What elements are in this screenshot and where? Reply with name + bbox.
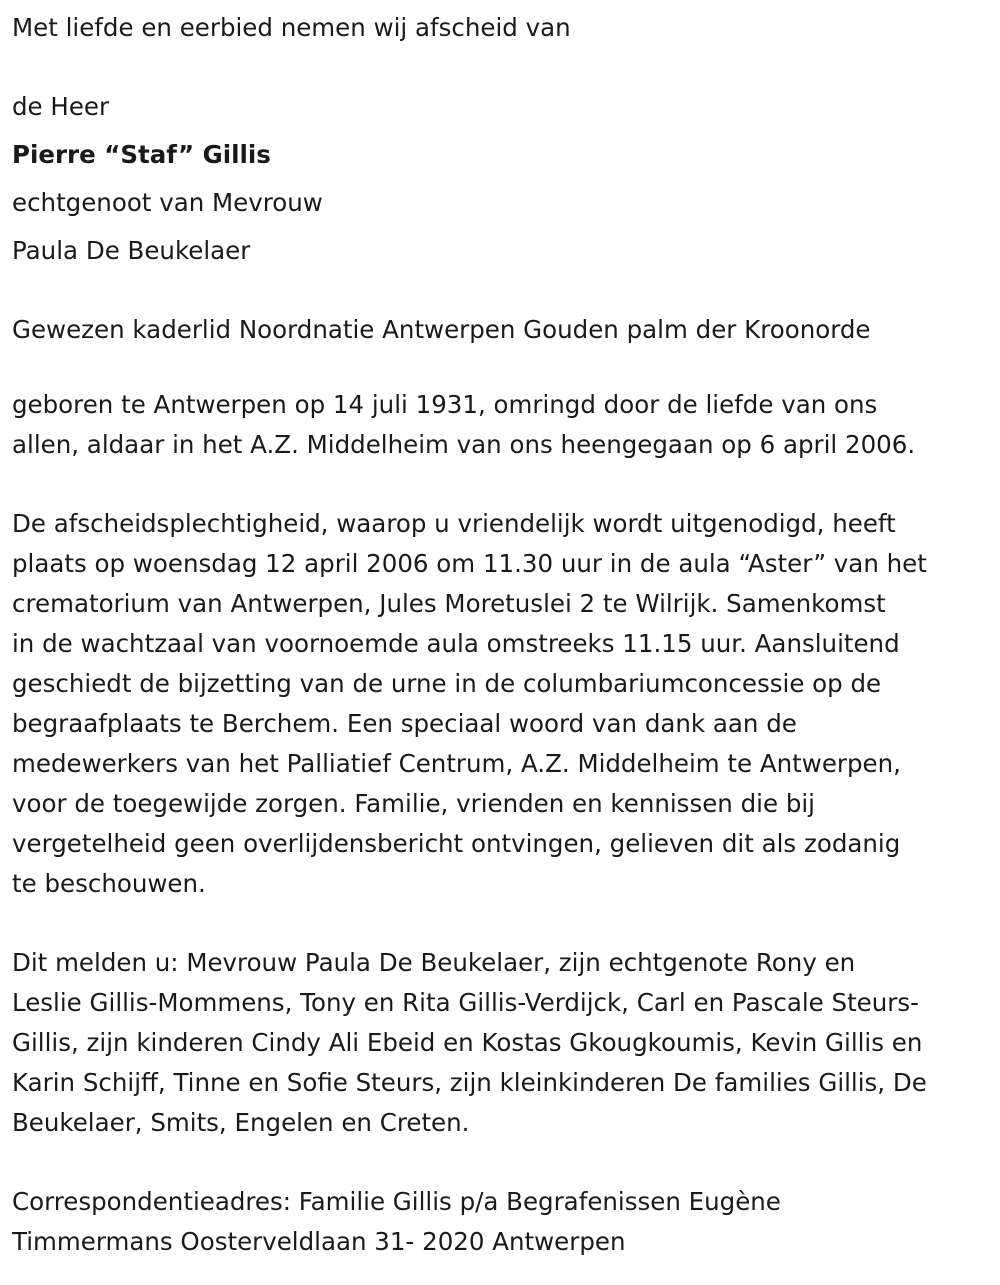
paragraph-line: allen, aldaar in het A.Z. Middelheim van ons heengegaan op 6 april 2006. <box>12 430 916 459</box>
paragraph-line: Karin Schijff, Tinne en Sofie Steurs, zijn kleinkinderen De families Gillis, De <box>12 1068 927 1097</box>
spouse-name: Paula De Beukelaer <box>12 236 251 265</box>
spacer <box>12 465 992 504</box>
career-line: Gewezen kaderlid Noordnatie Antwerpen Gouden palm der Kroonorde <box>12 315 871 344</box>
spacer <box>12 275 992 306</box>
paragraph-line: geboren te Antwerpen op 14 juli 1931, omringd door de liefde van ons <box>12 390 878 419</box>
paragraph-line: in de wachtzaal van voornoemde aula omstreeks 11.15 uur. Aansluitend <box>12 629 900 658</box>
paragraph-line: Timmermans Oosterveldlaan 31- 2020 Antwerpen <box>12 1227 626 1256</box>
paragraph-line: De afscheidsplechtigheid, waarop u vriendelijk wordt uitgenodigd, heeft <box>12 509 896 538</box>
paragraph-line: voor de toegewijde zorgen. Familie, vrienden en kennissen die bij <box>12 789 815 818</box>
paragraph-line: medewerkers van het Palliatief Centrum, A.Z. Middelheim te Antwerpen, <box>12 749 901 778</box>
ceremony-paragraph <box>12 504 992 904</box>
family-paragraph <box>12 943 992 1143</box>
paragraph-line: crematorium van Antwerpen, Jules Moretuslei 2 te Wilrijk. Samenkomst <box>12 589 886 618</box>
spacer <box>12 52 992 83</box>
opening-line: Met liefde en eerbied nemen wij afscheid van <box>12 13 571 42</box>
paragraph-line: geschiedt de bijzetting van de urne in de columbariumconcessie op de <box>12 669 882 698</box>
paragraph-line: Dit melden u: Mevrouw Paula De Beukelaer, zijn echtgenote Rony en <box>12 948 856 977</box>
spacer <box>12 354 992 385</box>
paragraph-line: begraafplaats te Berchem. Een speciaal woord van dank aan de <box>12 709 797 738</box>
spacer <box>12 1143 992 1182</box>
paragraph-line: plaats op woensdag 12 april 2006 om 11.30 uur in de aula “Aster” van het <box>12 549 927 578</box>
spouse-intro: echtgenoot van Mevrouw <box>12 188 323 217</box>
obituary-document <box>12 4 992 1262</box>
title-prefix: de Heer <box>12 92 110 121</box>
paragraph-line: Correspondentieadres: Familie Gillis p/a Begrafenissen Eugène <box>12 1187 781 1216</box>
paragraph-line: Gillis, zijn kinderen Cindy Ali Ebeid en Kostas Gkougkoumis, Kevin Gillis en <box>12 1028 923 1057</box>
spacer <box>12 904 992 943</box>
deceased-name: Pierre “Staf” Gillis <box>12 140 271 169</box>
paragraph-line: Beukelaer, Smits, Engelen en Creten. <box>12 1108 470 1137</box>
correspondence-paragraph <box>12 1182 992 1262</box>
paragraph-line: Leslie Gillis-Mommens, Tony en Rita Gillis-Verdijck, Carl en Pascale Steurs- <box>12 988 919 1017</box>
birth-death-paragraph <box>12 385 992 465</box>
paragraph-line: te beschouwen. <box>12 869 206 898</box>
paragraph-line: vergetelheid geen overlijdensbericht ontvingen, gelieven dit als zodanig <box>12 829 901 858</box>
